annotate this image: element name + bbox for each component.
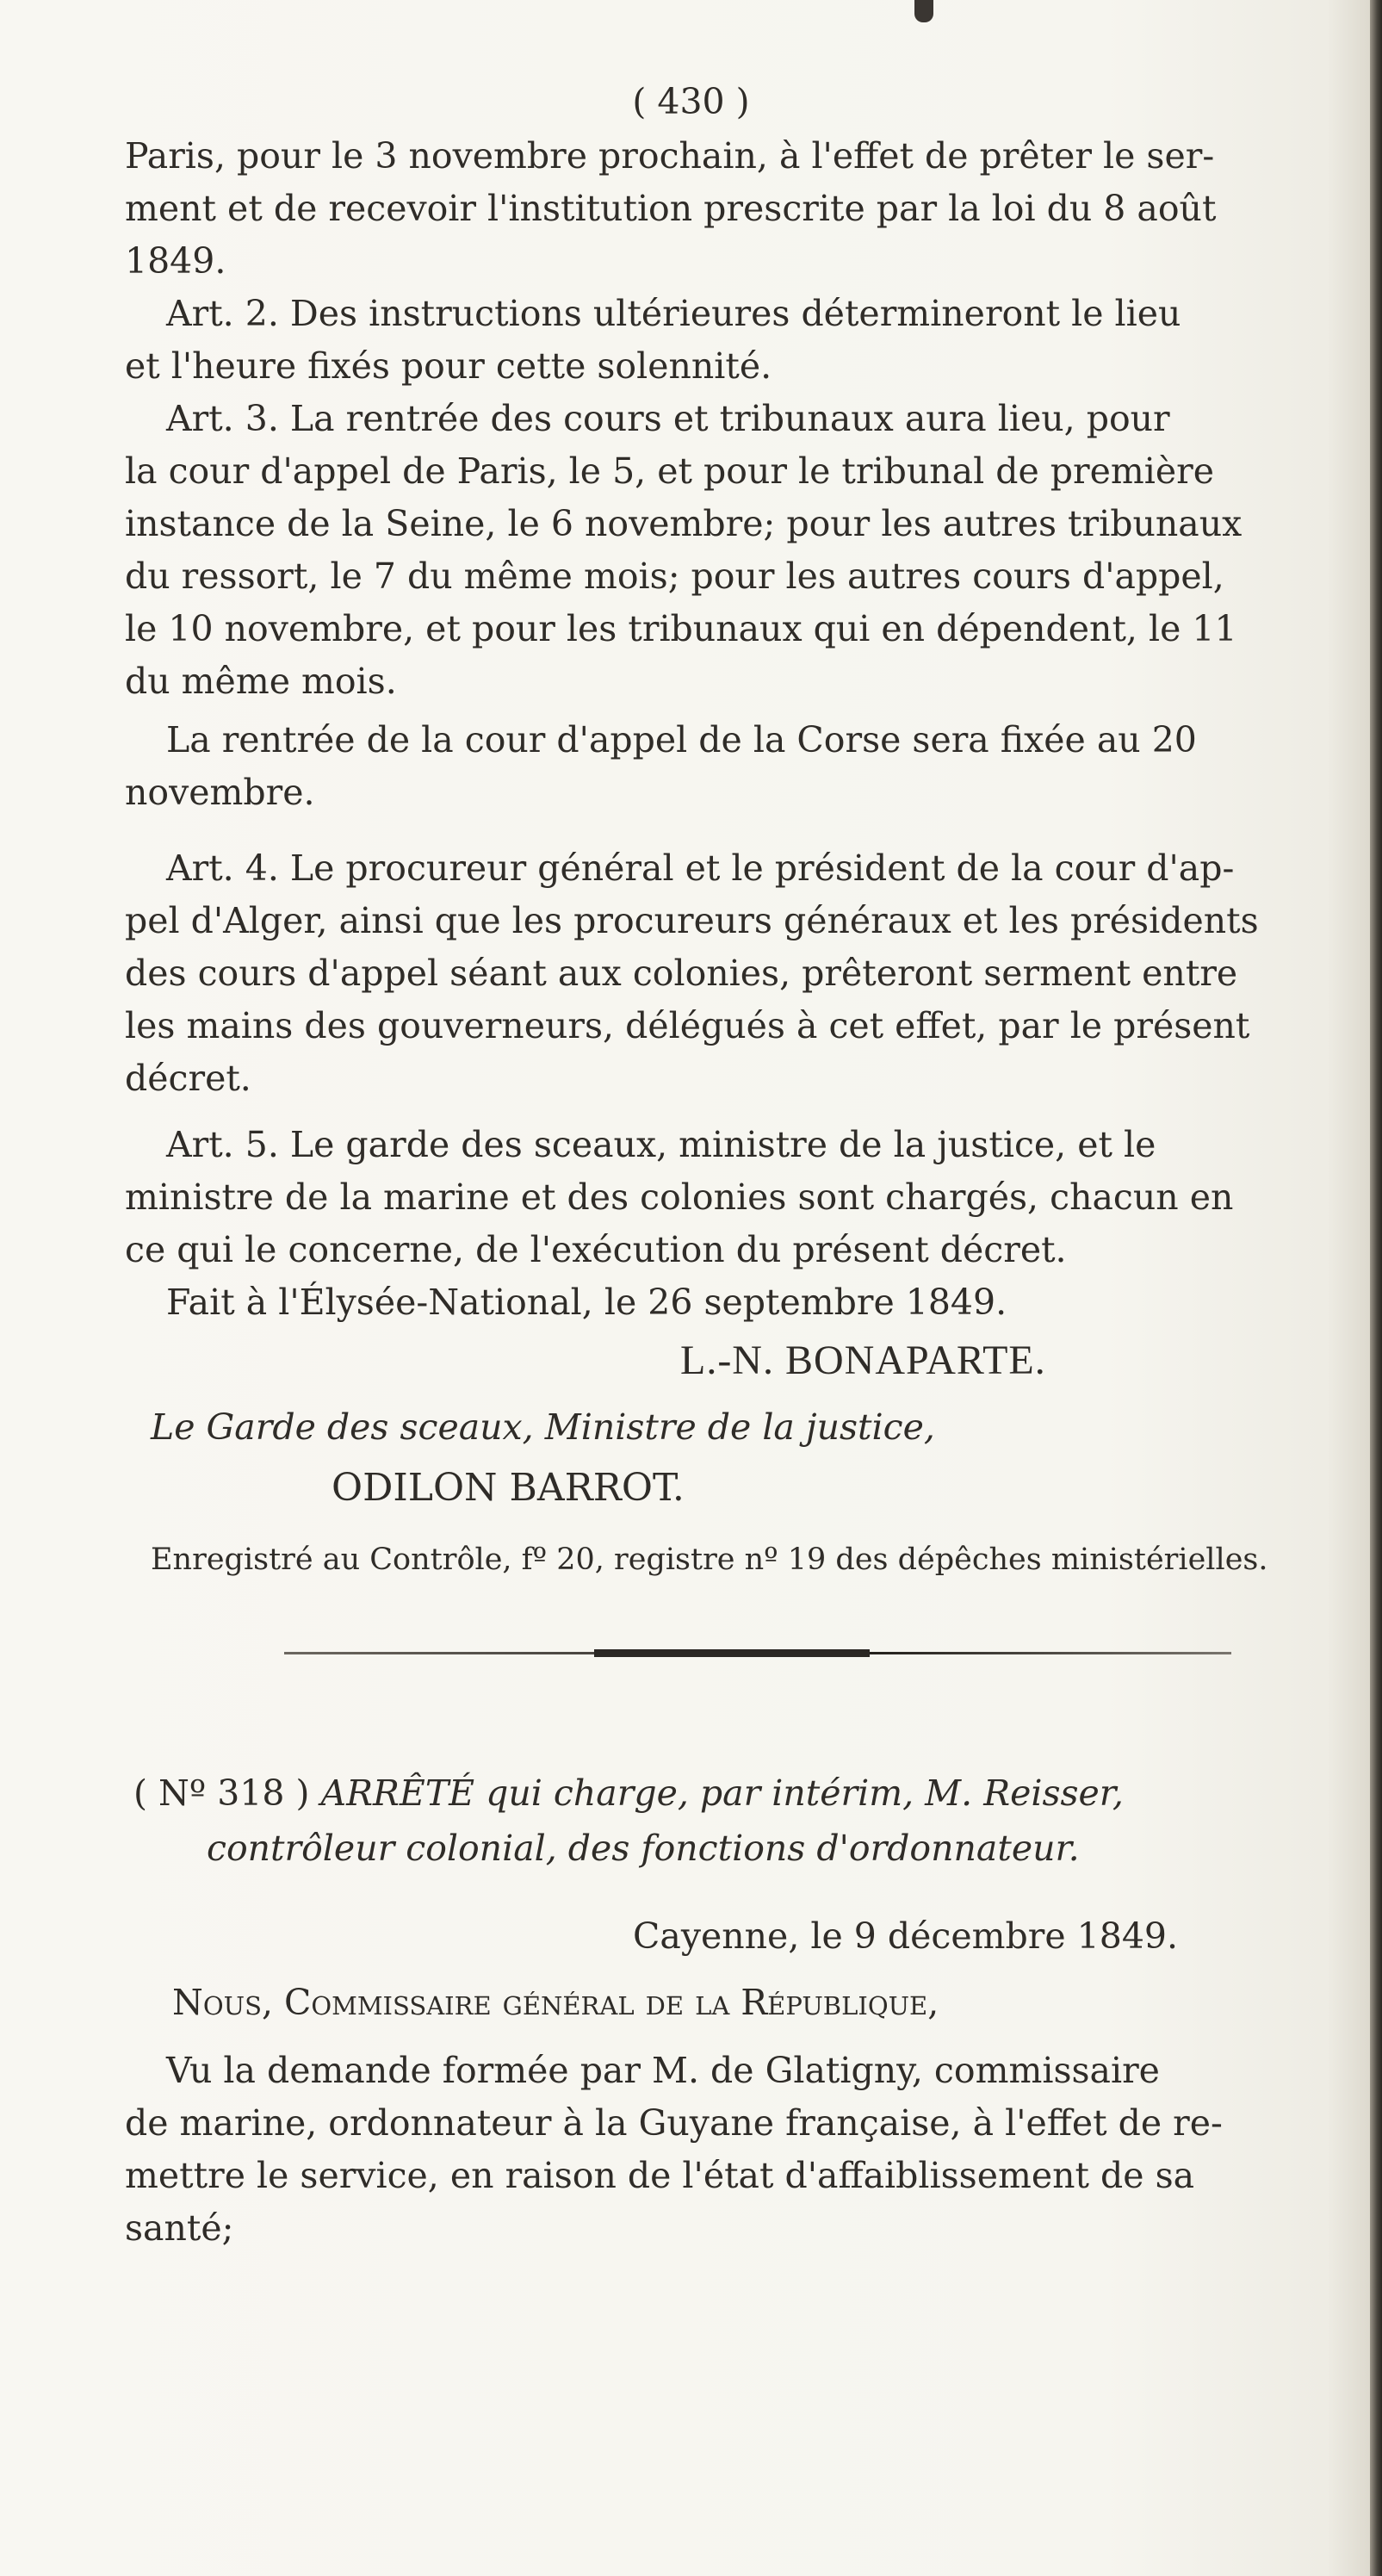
text-line-3: 1849. xyxy=(125,240,226,282)
text-line-2: ment et de recevoir l'institution prescrite par la loi du 8 août xyxy=(125,188,1217,229)
opening-line: Nous, Commissaire général de la République, xyxy=(172,1982,939,2023)
text-line-6: Art. 3. La rentrée des cours et tribunaux aura lieu, pour xyxy=(166,398,1170,439)
signature: L.-N. BONAPARTE. xyxy=(680,1338,1046,1383)
text-line-21: ce qui le concerne, de l'exécution du présent décret. xyxy=(125,1229,1067,1270)
text-line-18: décret. xyxy=(125,1058,251,1099)
decree-number: ( Nº 318 ) xyxy=(133,1772,310,1814)
body-line-1: Vu la demande formée par M. de Glatigny, commissaire xyxy=(166,2050,1160,2091)
decree-heading-line-1 xyxy=(133,1767,1365,1820)
text-line-15: pel d'Alger, ainsi que les procureurs généraux et les présidents xyxy=(125,900,1259,941)
text-line-1: Paris, pour le 3 novembre prochain, à l'effet de prêter le ser- xyxy=(125,135,1215,177)
text-line-8: instance de la Seine, le 6 novembre; pour les autres tribunaux xyxy=(125,503,1243,544)
text-line-22: Fait à l'Élysée-National, le 26 septembre 1849. xyxy=(166,1282,1007,1323)
decree-title: ARRÊTÉ qui charge, par intérim, M. Reisser, xyxy=(320,1772,1124,1814)
ink-speck xyxy=(914,0,933,22)
section-divider xyxy=(284,1652,1231,1654)
text-line-17: les mains des gouverneurs, délégués à cet effet, par le présent xyxy=(125,1005,1250,1046)
text-line-10: le 10 novembre, et pour les tribunaux qui en dépendent, le 11 xyxy=(125,608,1237,649)
text-line-20: ministre de la marine et des colonies sont chargés, chacun en xyxy=(125,1176,1234,1218)
text-line-14: Art. 4. Le procureur général et le président de la cour d'ap- xyxy=(166,847,1235,889)
decree-heading-line-2: contrôleur colonial, des fonctions d'ordonnateur. xyxy=(207,1828,1080,1869)
body-line-4: santé; xyxy=(125,2207,234,2249)
text-line-7: la cour d'appel de Paris, le 5, et pour le tribunal de première xyxy=(125,450,1214,492)
registration-note: Enregistré au Contrôle, fº 20, registre nº 19 des dépêches ministérielles. xyxy=(151,1542,1268,1577)
text-line-9: du ressort, le 7 du même mois; pour les autres cours d'appel, xyxy=(125,556,1224,597)
text-line-16: des cours d'appel séant aux colonies, prêteront serment entre xyxy=(125,953,1238,994)
text-line-19: Art. 5. Le garde des sceaux, ministre de la justice, et le xyxy=(166,1124,1156,1165)
text-line-4: Art. 2. Des instructions ultérieures détermineront le lieu xyxy=(166,293,1181,334)
text-line-5: et l'heure fixés pour cette solennité. xyxy=(125,345,772,387)
minister-title: Le Garde des sceaux, Ministre de la justice, xyxy=(151,1406,935,1448)
page-edge-shadow xyxy=(1370,0,1382,2576)
text-line-12: La rentrée de la cour d'appel de la Corse sera fixée au 20 xyxy=(166,719,1197,760)
page-number: ( 430 ) xyxy=(632,81,750,122)
dateline: Cayenne, le 9 décembre 1849. xyxy=(633,1915,1179,1957)
body-line-3: mettre le service, en raison de l'état d'affaiblissement de sa xyxy=(125,2155,1195,2196)
body-line-2: de marine, ordonnateur à la Guyane française, à l'effet de re- xyxy=(125,2102,1223,2144)
text-line-13: novembre. xyxy=(125,772,315,813)
minister-name: ODILON BARROT. xyxy=(332,1466,685,1510)
text-line-11: du même mois. xyxy=(125,661,397,702)
